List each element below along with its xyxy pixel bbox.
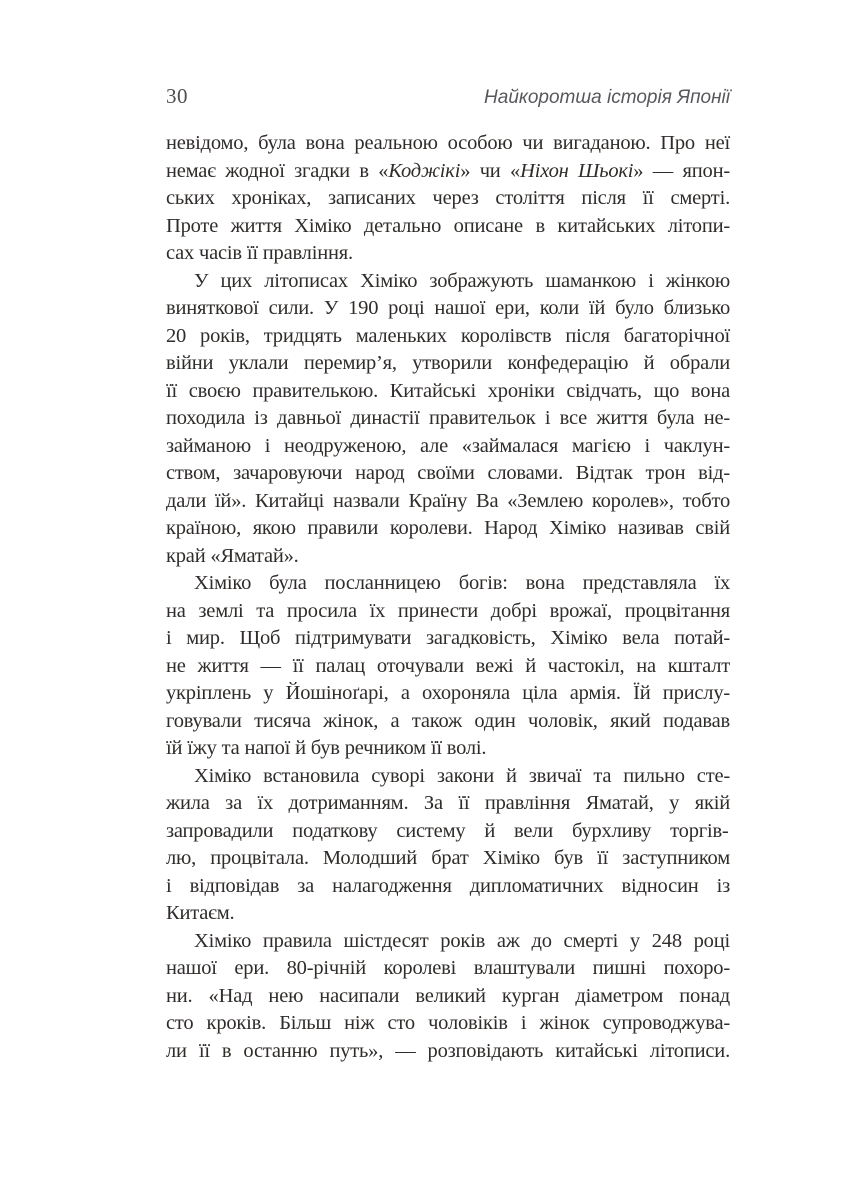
- text-segment: » чи «: [460, 159, 521, 182]
- text-line: [166, 873, 730, 901]
- text-segment: не життя — її палац оточували вежі й частокіл, на кшталт: [166, 654, 730, 677]
- text-segment: немає жодної згадки в «: [166, 159, 389, 182]
- book-title-italic: Ніхон Шьокі: [520, 159, 634, 182]
- text-line: [166, 680, 730, 708]
- text-segment: жила за їх дотриманням. За її правління Яматай, у якій: [166, 792, 730, 814]
- text-segment: на землі та просила їх принести добрі врожаї, процвітання: [166, 599, 730, 622]
- book-title-italic: Коджікі: [388, 159, 461, 182]
- text-line: [166, 213, 730, 241]
- text-segment: походила із давньої династії правительок і все життя була не-: [166, 407, 730, 429]
- text-segment: сто кроків. Більш ніж сто чоловіків і жінок супроводжува-: [166, 1012, 730, 1034]
- text-line: [166, 488, 730, 516]
- text-line: [166, 708, 730, 736]
- text-segment: її своєю правителькою. Китайські хроніки свідчать, що вона: [166, 379, 730, 402]
- text-segment: говували тисяча жінок, а також один чоловік, який подавав: [166, 709, 730, 732]
- text-line: [166, 928, 730, 956]
- text-segment: країною, якою правили королеви. Народ Хіміко називав свій: [166, 517, 730, 539]
- text-line: [166, 405, 730, 433]
- text-segment: Китаєм.: [166, 902, 235, 924]
- paragraph: [166, 268, 730, 571]
- text-line: [166, 818, 730, 846]
- text-segment: ни. «Над нею насипали великий курган діаметром понад: [166, 984, 730, 1007]
- text-segment: нашої ери. 80-річній королеві влаштували пишні похоро-: [166, 957, 730, 979]
- text-line: [166, 570, 730, 598]
- text-segment: лю, процвітала. Молодший брат Хіміко був її заступником: [166, 847, 730, 869]
- text-segment: сах часів її правління.: [166, 242, 353, 264]
- text-segment: Хіміко була посланницею богів: вона представляла їх: [194, 572, 730, 594]
- text-segment: запровадили податкову систему й вели бурхливу торгів-: [166, 819, 729, 842]
- text-segment: Проте життя Хіміко детально описане в китайських літопи-: [166, 214, 730, 237]
- text-segment: і мир. Щоб підтримувати загадковість, Хіміко вела потай-: [166, 627, 730, 649]
- body-text: [166, 130, 730, 1065]
- text-line: [166, 543, 730, 571]
- text-line: [166, 350, 730, 378]
- text-segment: дали їй». Китайці назвали Країну Ва «Землею королев», тобто: [166, 489, 730, 512]
- text-segment: виняткової сили. У 190 році нашої ери, коли їй було близько: [166, 297, 730, 319]
- page-number: 30: [166, 84, 188, 108]
- text-segment: Хіміко правила шістдесят років аж до смерті у 248 році: [194, 929, 730, 952]
- text-line: [166, 240, 730, 268]
- paragraph: [166, 763, 730, 928]
- text-segment: і відповідав за налагодження дипломатичних відносин із: [166, 874, 730, 897]
- text-line: [166, 268, 730, 296]
- text-line: [166, 323, 730, 351]
- page-header: [166, 84, 730, 109]
- text-line: [166, 185, 730, 213]
- text-line: [166, 763, 730, 791]
- text-line: [166, 130, 730, 158]
- text-line: [166, 900, 730, 928]
- text-line: [166, 515, 730, 543]
- text-line: [166, 790, 730, 818]
- text-line: [166, 845, 730, 873]
- text-line: [166, 983, 730, 1011]
- paragraph: [166, 570, 730, 763]
- text-line: [166, 653, 730, 681]
- text-line: [166, 460, 730, 488]
- text-segment: Хіміко встановила суворі закони й звичаї та пильно сте-: [194, 764, 730, 787]
- text-line: [166, 158, 730, 186]
- paragraph: [166, 928, 730, 1066]
- text-segment: займаною і неодруженою, але «займалася магією і чаклун-: [166, 434, 730, 457]
- text-segment: їй їжу та напої й був речником її волі.: [166, 737, 487, 759]
- text-segment: невідомо, була вона реальною особою чи вигаданою. Про неї: [166, 132, 730, 154]
- text-line: [166, 1038, 730, 1066]
- paragraph: [166, 130, 730, 268]
- text-line: [166, 433, 730, 461]
- text-segment: 20 років, тридцять маленьких королівств після багаторічної: [166, 324, 730, 347]
- text-segment: » — япон-: [633, 159, 730, 182]
- text-line: [166, 378, 730, 406]
- text-line: [166, 295, 730, 323]
- text-segment: війни уклали перемир’я, утворили конфедерацію й обрали: [166, 352, 730, 374]
- text-segment: ли її в останню путь», — розповідають китайські літописи.: [166, 1039, 730, 1062]
- text-line: [166, 598, 730, 626]
- text-segment: край «Яматай».: [166, 544, 299, 567]
- text-segment: ством, зачаровуючи народ своїми словами. Відтак трон від-: [166, 462, 730, 484]
- text-segment: укріплень у Йошіноґарі, а охороняла ціла армія. Їй прислу-: [166, 682, 730, 704]
- text-line: [166, 955, 730, 983]
- text-segment: ських хроніках, записаних через століття після її смерті.: [166, 187, 730, 209]
- text-line: [166, 735, 730, 763]
- text-segment: У цих літописах Хіміко зображують шаманкою і жінкою: [194, 269, 730, 292]
- running-title: Найкоротша історія Японії: [484, 87, 730, 108]
- text-line: [166, 625, 730, 653]
- text-line: [166, 1010, 730, 1038]
